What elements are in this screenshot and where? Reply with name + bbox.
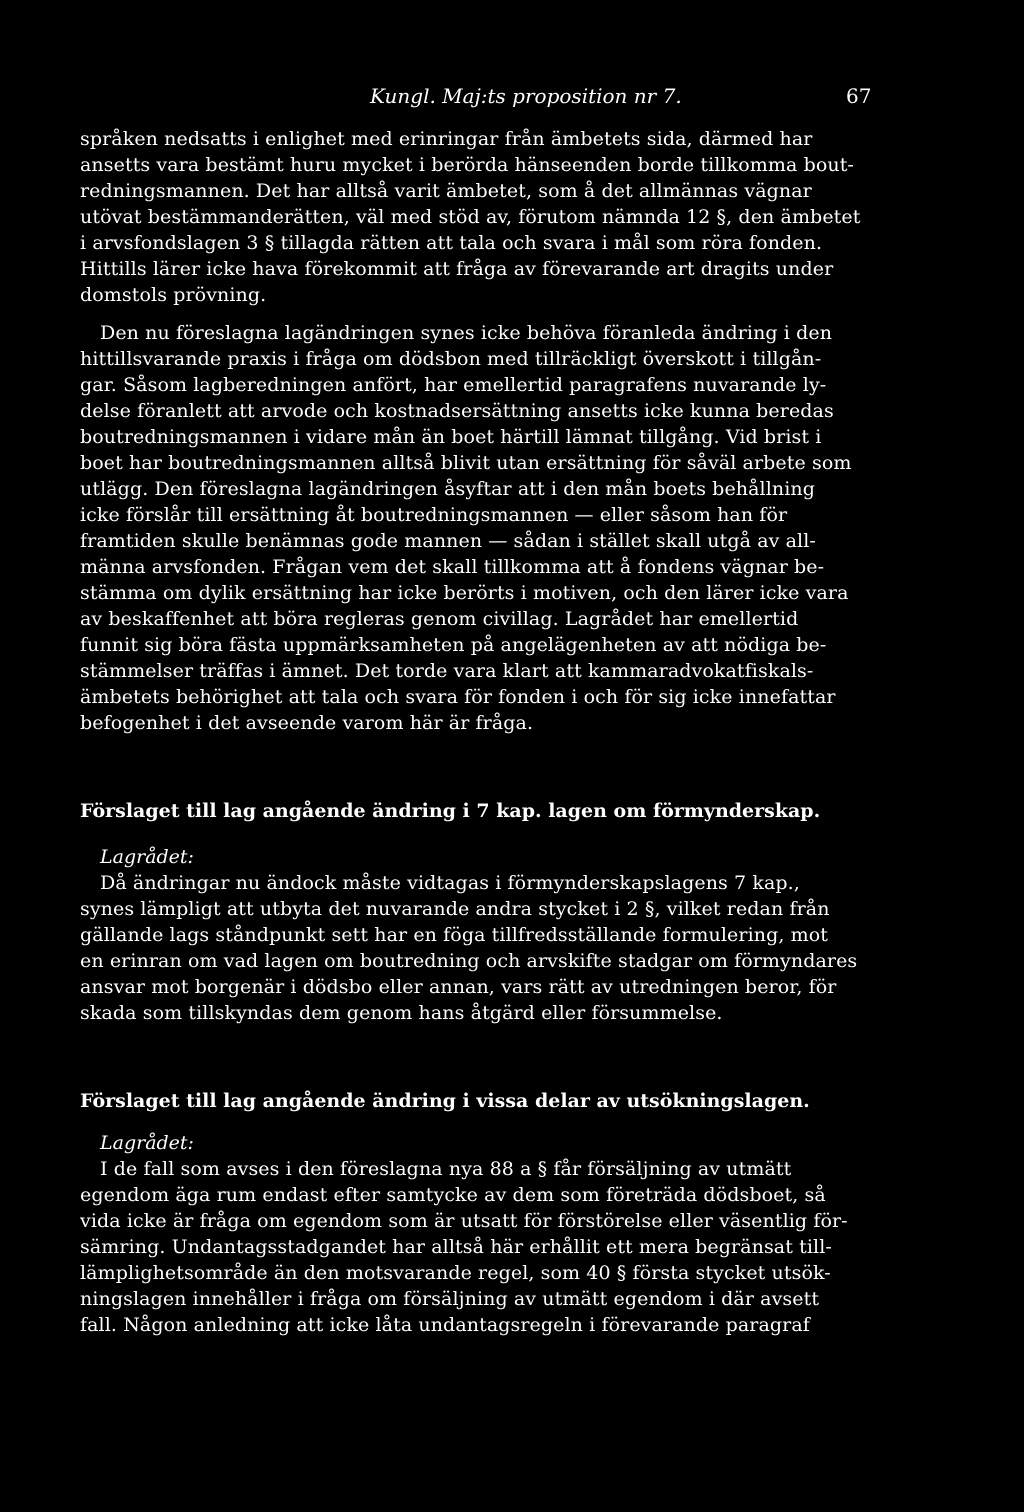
text-line: domstols prövning. — [80, 284, 267, 306]
text-line: gällande lags ståndpunkt sett har en föga tillfredsställande formulering, mot — [80, 924, 829, 946]
text-line: befogenhet i det avseende varom här är fråga. — [80, 712, 534, 734]
text-line: delse föranlett att arvode och kostnadsersättning ansetts icke kunna beredas — [80, 400, 834, 422]
section-heading: Förslaget till lag angående ändring i vissa delar av utsökningslagen. — [80, 1090, 810, 1112]
text-line: lämplighetsområde än den motsvarande regel, som 40 § första stycket utsök- — [80, 1262, 831, 1284]
text-line: sämring. Undantagsstadgandet har alltså här erhållit ett mera begränsat till- — [80, 1236, 832, 1258]
text-line: framtiden skulle benämnas gode mannen — sådan i stället skall utgå av all- — [80, 530, 816, 552]
text-line: hittillsvarande praxis i fråga om dödsbon med tillräckligt överskott i tillgån- — [80, 348, 822, 370]
section-heading: Förslaget till lag angående ändring i 7 kap. lagen om förmynderskap. — [80, 800, 821, 822]
text-line: vida icke är fråga om egendom som är utsatt för förstörelse eller väsentlig för- — [80, 1210, 848, 1232]
text-line: synes lämpligt att utbyta det nuvarande andra stycket i 2 §, vilket redan från — [80, 898, 830, 920]
text-line: männa arvsfonden. Frågan vem det skall tillkomma att å fondens vägnar be- — [80, 556, 825, 578]
text-line: boet har boutredningsmannen alltså blivit utan ersättning för såväl arbete som — [80, 452, 852, 474]
text-line: Hittills lärer icke hava förekommit att fråga av förevarande art dragits under — [80, 258, 834, 280]
text-line: fall. Någon anledning att icke låta undantagsregeln i förevarande paragraf — [80, 1314, 810, 1336]
text-line: utlägg. Den föreslagna lagändringen åsyftar att i den mån boets behållning — [80, 478, 816, 500]
text-line: i arvsfondslagen 3 § tillagda rätten att tala och svara i mål som röra fonden. — [80, 232, 823, 254]
text-line: ämbetets behörighet att tala och svara för fonden i och för sig icke innefattar — [80, 686, 836, 708]
text-line: boutredningsmannen i vidare mån än boet härtill lämnat tillgång. Vid brist i — [80, 426, 822, 448]
section-label: Lagrådet: — [100, 1132, 194, 1154]
text-line: stämma om dylik ersättning har icke berörts i motiven, och den lärer icke vara — [80, 582, 849, 604]
text-line: redningsmannen. Det har alltså varit ämbetet, som å det allmännas vägnar — [80, 180, 812, 202]
text-line: av beskaffenhet att böra regleras genom civillag. Lagrådet har emellertid — [80, 608, 799, 630]
text-line: I de fall som avses i den föreslagna nya 88 a § får försäljning av utmätt — [100, 1158, 792, 1180]
text-line: ansvar mot borgenär i dödsbo eller annan, vars rätt av utredningen beror, för — [80, 976, 837, 998]
text-line: Då ändringar nu ändock måste vidtagas i förmynderskapslagens 7 kap., — [100, 872, 800, 894]
text-line: ansetts vara bestämt huru mycket i berörda hänseenden borde tillkomma bout- — [80, 154, 854, 176]
text-line: icke förslår till ersättning åt boutredningsmannen — eller såsom han för — [80, 504, 788, 526]
page-number: 67 — [846, 84, 872, 108]
text-line: Den nu föreslagna lagändringen synes icke behöva föranleda ändring i den — [100, 322, 833, 344]
text-line: gar. Såsom lagberedningen anfört, har emellertid paragrafens nuvarande ly- — [80, 374, 827, 396]
text-line: språken nedsatts i enlighet med erinringar från ämbetets sida, därmed har — [80, 128, 813, 150]
text-line: utövat bestämmanderätten, väl med stöd av, förutom nämnda 12 §, den ämbetet — [80, 206, 861, 228]
text-line: ningslagen innehåller i fråga om försäljning av utmätt egendom i där avsett — [80, 1288, 820, 1310]
section-label: Lagrådet: — [100, 846, 194, 868]
text-line: en erinran om vad lagen om boutredning och arvskifte stadgar om förmyndares — [80, 950, 858, 972]
running-header-title: Kungl. Maj:ts proposition nr 7. — [370, 84, 682, 108]
text-line: funnit sig böra fästa uppmärksamheten på angelägenheten av att nödiga be- — [80, 634, 827, 656]
text-line: skada som tillskyndas dem genom hans åtgärd eller försummelse. — [80, 1002, 723, 1024]
text-line: egendom äga rum endast efter samtycke av dem som företräda dödsboet, så — [80, 1184, 826, 1206]
text-line: stämmelser träffas i ämnet. Det torde vara klart att kammaradvokatfiskals- — [80, 660, 814, 682]
